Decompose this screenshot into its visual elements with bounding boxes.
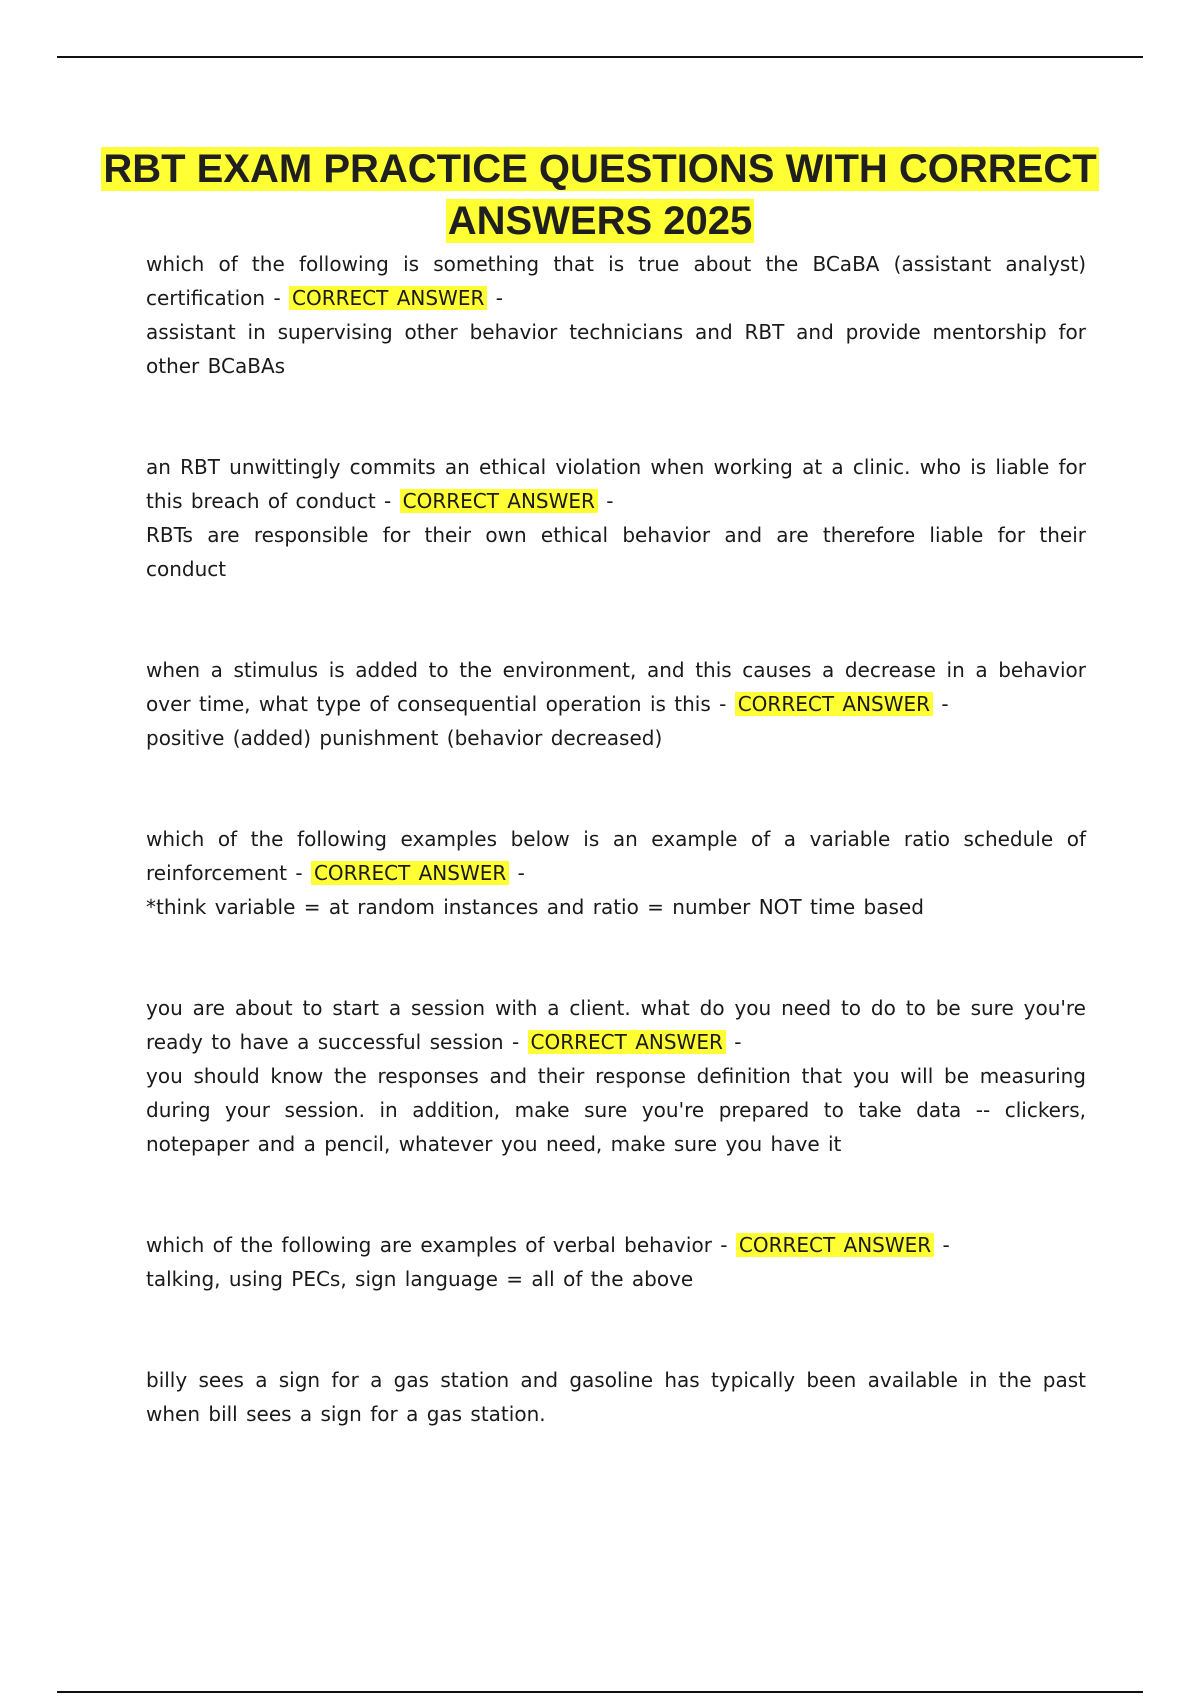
- qa-list: [146, 247, 1086, 1498]
- question-body: an RBT unwittingly commits an ethical violation when working at a clinic. who is liable for this breach of conduct: [146, 455, 1086, 513]
- question-text: which of the following is something that is true about the BCaBA (assistant analyst) certification - CORRECT ANSWER -: [146, 252, 1086, 310]
- top-rule: [57, 56, 1143, 58]
- question-body: which of the following are examples of verbal behavior: [146, 1233, 712, 1257]
- qa-item: [146, 450, 1086, 586]
- answer-text: assistant in supervising other behavior technicians and RBT and provide mentorship for other BCaBAs: [146, 320, 1086, 378]
- question-body: which of the following is something that is true about the BCaBA (assistant analyst) certification: [146, 252, 1086, 310]
- question-body: billy sees a sign for a gas station and gasoline has typically been available in the past when bill sees a sign for a gas station.: [146, 1368, 1086, 1426]
- document-title: [60, 143, 1140, 247]
- question-body: you are about to start a session with a client. what do you need to do to be sure you're ready to have a successful session: [146, 996, 1086, 1054]
- question-text: which of the following examples below is an example of a variable ratio schedule of reinforcement - CORRECT ANSWER -: [146, 827, 1086, 885]
- answer-text: talking, using PECs, sign language = all of the above: [146, 1267, 694, 1291]
- question-text: you are about to start a session with a client. what do you need to do to be sure you're ready to have a successful session - CORRECT ANSWER -: [146, 996, 1086, 1054]
- question-body: which of the following examples below is an example of a variable ratio schedule of reinforcement: [146, 827, 1086, 885]
- question-text: which of the following are examples of verbal behavior - CORRECT ANSWER -: [146, 1233, 950, 1257]
- document-title-text: RBT EXAM PRACTICE QUESTIONS WITH CORRECT ANSWERS 2025: [103, 147, 1097, 243]
- answer-text: you should know the responses and their response definition that you will be measuring during your session. in addition, make sure you're prepared to take data -- clickers, notepaper and a pencil, whatever you need, make sure you have it: [146, 1064, 1086, 1156]
- question-text: [146, 1363, 1086, 1431]
- correct-answer-marker: CORRECT ANSWER: [735, 692, 933, 716]
- qa-item: [146, 1228, 1086, 1296]
- answer-text: RBTs are responsible for their own ethical behavior and are therefore liable for their conduct: [146, 523, 1086, 581]
- correct-answer-marker: CORRECT ANSWER: [400, 489, 598, 513]
- question-body: when a stimulus is added to the environment, and this causes a decrease in a behavior over time, what type of consequential operation is this: [146, 658, 1086, 716]
- answer-text: *think variable = at random instances and ratio = number NOT time based: [146, 895, 924, 919]
- bottom-rule: [57, 1691, 1143, 1693]
- question-text: an RBT unwittingly commits an ethical violation when working at a clinic. who is liable for this breach of conduct - CORRECT ANSWER -: [146, 455, 1086, 513]
- correct-answer-marker: CORRECT ANSWER: [289, 286, 487, 310]
- qa-item: [146, 247, 1086, 383]
- qa-item: [146, 822, 1086, 924]
- correct-answer-marker: CORRECT ANSWER: [311, 861, 509, 885]
- correct-answer-marker: CORRECT ANSWER: [528, 1030, 726, 1054]
- qa-item: [146, 1363, 1086, 1431]
- qa-item: [146, 991, 1086, 1161]
- answer-text: positive (added) punishment (behavior decreased): [146, 726, 663, 750]
- correct-answer-marker: CORRECT ANSWER: [736, 1233, 934, 1257]
- question-text: when a stimulus is added to the environment, and this causes a decrease in a behavior over time, what type of consequential operation is this - CORRECT ANSWER -: [146, 658, 1086, 716]
- qa-item: [146, 653, 1086, 755]
